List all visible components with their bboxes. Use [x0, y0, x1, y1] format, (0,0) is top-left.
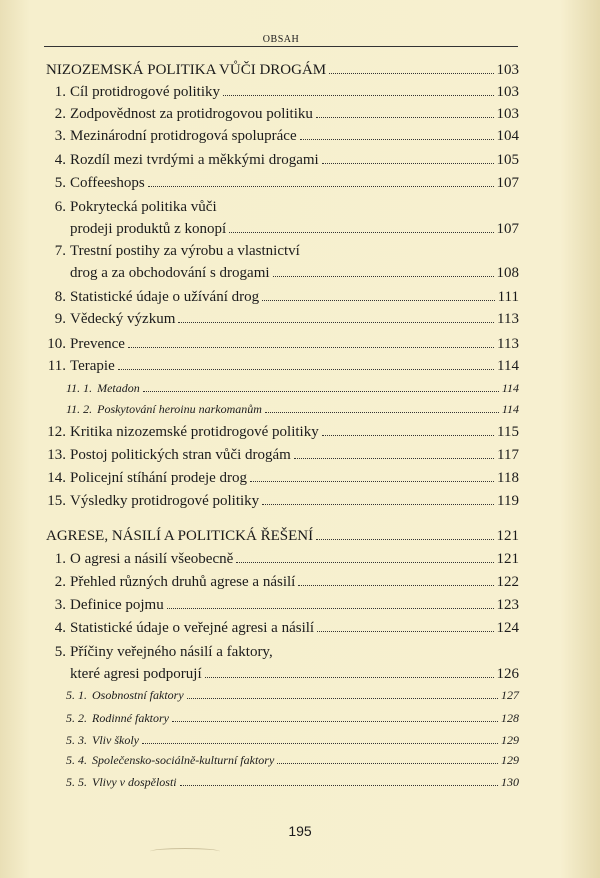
- entry-number: 10.: [47, 336, 66, 352]
- entry-title: Statistické údaje o užívání drog: [70, 289, 260, 305]
- entry-title: Statistické údaje o veřejné agresi a násilí: [70, 620, 315, 636]
- entry-number: 4.: [54, 620, 66, 636]
- entry-title: prodeji produktů z konopí: [70, 221, 227, 237]
- page-ref: 118: [497, 470, 519, 486]
- entry-title: Vědecký výzkum: [70, 311, 176, 327]
- page-ref: 107: [496, 175, 519, 191]
- page-ref: 103: [496, 106, 519, 122]
- page-ref: 121: [496, 528, 519, 544]
- toc-entry[interactable]: [0, 470, 519, 487]
- leader-dots: [265, 404, 499, 413]
- leader-dots: [329, 63, 493, 75]
- entry-title: Trestní postihy za výrobu a vlastnictví: [70, 243, 300, 259]
- toc-entry[interactable]: [0, 243, 519, 260]
- page-ref: 126: [496, 666, 519, 682]
- page-ref: 117: [497, 447, 519, 463]
- page-ref: 104: [496, 128, 519, 144]
- toc-entry[interactable]: [0, 84, 519, 101]
- page-ref: 103: [496, 84, 519, 100]
- leader-dots: [148, 176, 494, 188]
- entry-number: 5. 4.: [66, 753, 87, 767]
- leader-dots: [294, 448, 494, 460]
- entry-title: Terapie: [70, 358, 115, 374]
- toc-entry[interactable]: [0, 199, 519, 216]
- leader-dots: [262, 290, 494, 302]
- leader-dots: [118, 359, 494, 371]
- leader-dots: [273, 266, 494, 278]
- toc-entry[interactable]: [0, 311, 519, 328]
- running-head: OBSAH: [262, 34, 300, 45]
- page-ref: 114: [501, 381, 519, 395]
- entry-title: Prevence: [70, 336, 125, 352]
- entry-number: 5. 5.: [66, 775, 87, 789]
- toc-subentry[interactable]: [66, 688, 519, 703]
- entry-number: 15.: [47, 493, 66, 509]
- section-heading-title: NIZOZEMSKÁ POLITIKA VŮČI DROGÁM: [46, 62, 327, 78]
- page-ref: 103: [496, 62, 519, 78]
- toc-entry[interactable]: [0, 666, 519, 683]
- leader-dots: [317, 621, 493, 633]
- leader-dots: [277, 755, 498, 764]
- section-heading[interactable]: [46, 62, 519, 79]
- toc-entry[interactable]: [0, 265, 519, 282]
- entry-title: Mezinárodní protidrogová spolupráce: [70, 128, 297, 144]
- entry-title: Přehled různých druhů agrese a násilí: [70, 574, 296, 590]
- toc-entry[interactable]: [0, 597, 519, 614]
- entry-number: 6.: [54, 199, 66, 215]
- page-ref: 130: [501, 775, 519, 789]
- leader-dots: [298, 575, 493, 587]
- leader-dots: [250, 471, 494, 483]
- page-ref: 122: [496, 574, 519, 590]
- leader-dots: [178, 312, 494, 324]
- page-ref: 115: [497, 424, 519, 440]
- toc-entry[interactable]: [0, 551, 519, 568]
- entry-number: 7.: [54, 243, 66, 259]
- entry-number: 14.: [47, 470, 66, 486]
- page-ref: 114: [497, 358, 519, 374]
- entry-title: Pokrytecká politika vůči: [70, 199, 217, 215]
- entry-title: Zodpovědnost za protidrogovou politiku: [70, 106, 313, 122]
- entry-number: 2.: [54, 574, 66, 590]
- entry-number: 11.: [47, 358, 66, 374]
- toc-entry[interactable]: [0, 644, 519, 661]
- leader-dots: [300, 129, 494, 141]
- entry-number: 5. 1.: [66, 688, 87, 702]
- leader-dots: [167, 598, 494, 610]
- entry-title: Rozdíl mezi tvrdými a měkkými drogami: [70, 152, 319, 168]
- entry-title: Rodinné faktory: [92, 711, 169, 725]
- entry-number: 1.: [54, 551, 66, 567]
- entry-number: 8.: [54, 289, 66, 305]
- leader-dots: [128, 337, 494, 349]
- leader-dots: [187, 690, 498, 699]
- page-ref: 129: [501, 753, 519, 767]
- page-ref: 113: [497, 336, 519, 352]
- toc-entry[interactable]: [0, 221, 519, 238]
- entry-title: Postoj politických stran vůči drogám: [70, 447, 291, 463]
- toc-entry[interactable]: [0, 106, 519, 123]
- entry-title: Společensko-sociálně-kulturní faktory: [92, 753, 275, 767]
- leader-dots: [205, 667, 494, 679]
- leader-dots: [316, 107, 494, 119]
- entry-number: 3.: [54, 597, 66, 613]
- page-ref: 105: [496, 152, 519, 168]
- entry-title: Vlivy v dospělosti: [92, 775, 177, 789]
- page-ref: 108: [496, 265, 519, 281]
- page-ref: 114: [501, 402, 519, 416]
- page-ref: 127: [501, 688, 519, 702]
- entry-number: 9.: [54, 311, 66, 327]
- page-ref: 111: [497, 289, 519, 305]
- entry-number: 5. 3.: [66, 733, 87, 747]
- entry-title: které agresi podporují: [70, 666, 202, 682]
- toc-subentry[interactable]: [66, 775, 519, 790]
- entry-number: 1.: [54, 84, 66, 100]
- entry-title: Definice pojmu: [70, 597, 164, 613]
- leader-dots: [236, 552, 493, 564]
- entry-title: Osobnostní faktory: [92, 688, 184, 702]
- leader-dots: [172, 713, 498, 722]
- entry-title: Policejní stíhání prodeje drog: [70, 470, 248, 486]
- toc-subentry[interactable]: [66, 711, 519, 726]
- entry-number: 4.: [54, 152, 66, 168]
- entry-number: 3.: [54, 128, 66, 144]
- toc-subentry[interactable]: [66, 733, 519, 748]
- page-ref: 129: [501, 733, 519, 747]
- entry-title: Příčiny veřejného násilí a faktory,: [70, 644, 273, 660]
- entry-number: 13.: [47, 447, 66, 463]
- toc-subentry[interactable]: [66, 381, 519, 396]
- entry-title: Cíl protidrogové politiky: [70, 84, 220, 100]
- entry-number: 5.: [54, 175, 66, 191]
- leader-dots: [316, 529, 493, 541]
- leader-dots: [322, 153, 494, 165]
- leader-dots: [262, 494, 494, 506]
- entry-number: 12.: [47, 424, 66, 440]
- entry-title: drog a za obchodování s drogami: [70, 265, 270, 281]
- leader-dots: [223, 85, 494, 97]
- entry-title: Coffeeshops: [70, 175, 145, 191]
- toc-entry[interactable]: [0, 424, 519, 441]
- leader-dots: [229, 222, 493, 234]
- page-ref: 119: [497, 493, 519, 509]
- toc-entry[interactable]: [0, 175, 519, 192]
- leader-dots: [142, 735, 498, 744]
- entry-title: Poskytování heroinu narkomanům: [97, 402, 262, 416]
- entry-title: Výsledky protidrogové politiky: [70, 493, 260, 509]
- leader-dots: [143, 383, 499, 392]
- toc-entry[interactable]: [0, 128, 519, 145]
- toc-entry[interactable]: [0, 493, 519, 510]
- entry-title: Vliv školy: [92, 733, 139, 747]
- toc-subentry[interactable]: [66, 753, 519, 768]
- page-ref: 128: [501, 711, 519, 725]
- toc-entry[interactable]: [0, 289, 519, 306]
- page-ref: 113: [497, 311, 519, 327]
- toc-entry[interactable]: [0, 152, 519, 169]
- paper-mark: [150, 848, 220, 855]
- page-ref: 123: [496, 597, 519, 613]
- toc-entry[interactable]: [0, 447, 519, 464]
- page-ref: 124: [496, 620, 519, 636]
- toc-entry[interactable]: [0, 620, 519, 637]
- toc-entry[interactable]: [0, 358, 519, 375]
- entry-number: 11. 1.: [66, 381, 93, 395]
- page-number: 195: [288, 823, 312, 839]
- entry-title: Kritika nizozemské protidrogové politiky: [70, 424, 319, 440]
- entry-number: 5.: [54, 644, 66, 660]
- toc-subentry[interactable]: [66, 402, 519, 417]
- section-heading-title: AGRESE, NÁSILÍ A POLITICKÁ ŘEŠENÍ: [46, 528, 314, 544]
- section-heading[interactable]: [46, 528, 519, 545]
- leader-dots: [322, 425, 494, 437]
- page-ref: 107: [496, 221, 519, 237]
- entry-title: Metadon: [97, 381, 140, 395]
- toc-entry[interactable]: [0, 336, 519, 353]
- toc-entry[interactable]: [0, 574, 519, 591]
- entry-number: 11. 2.: [66, 402, 93, 416]
- entry-number: 5. 2.: [66, 711, 87, 725]
- entry-title: O agresi a násilí všeobecně: [70, 551, 234, 567]
- page-ref: 121: [496, 551, 519, 567]
- leader-dots: [180, 777, 498, 786]
- entry-number: 2.: [54, 106, 66, 122]
